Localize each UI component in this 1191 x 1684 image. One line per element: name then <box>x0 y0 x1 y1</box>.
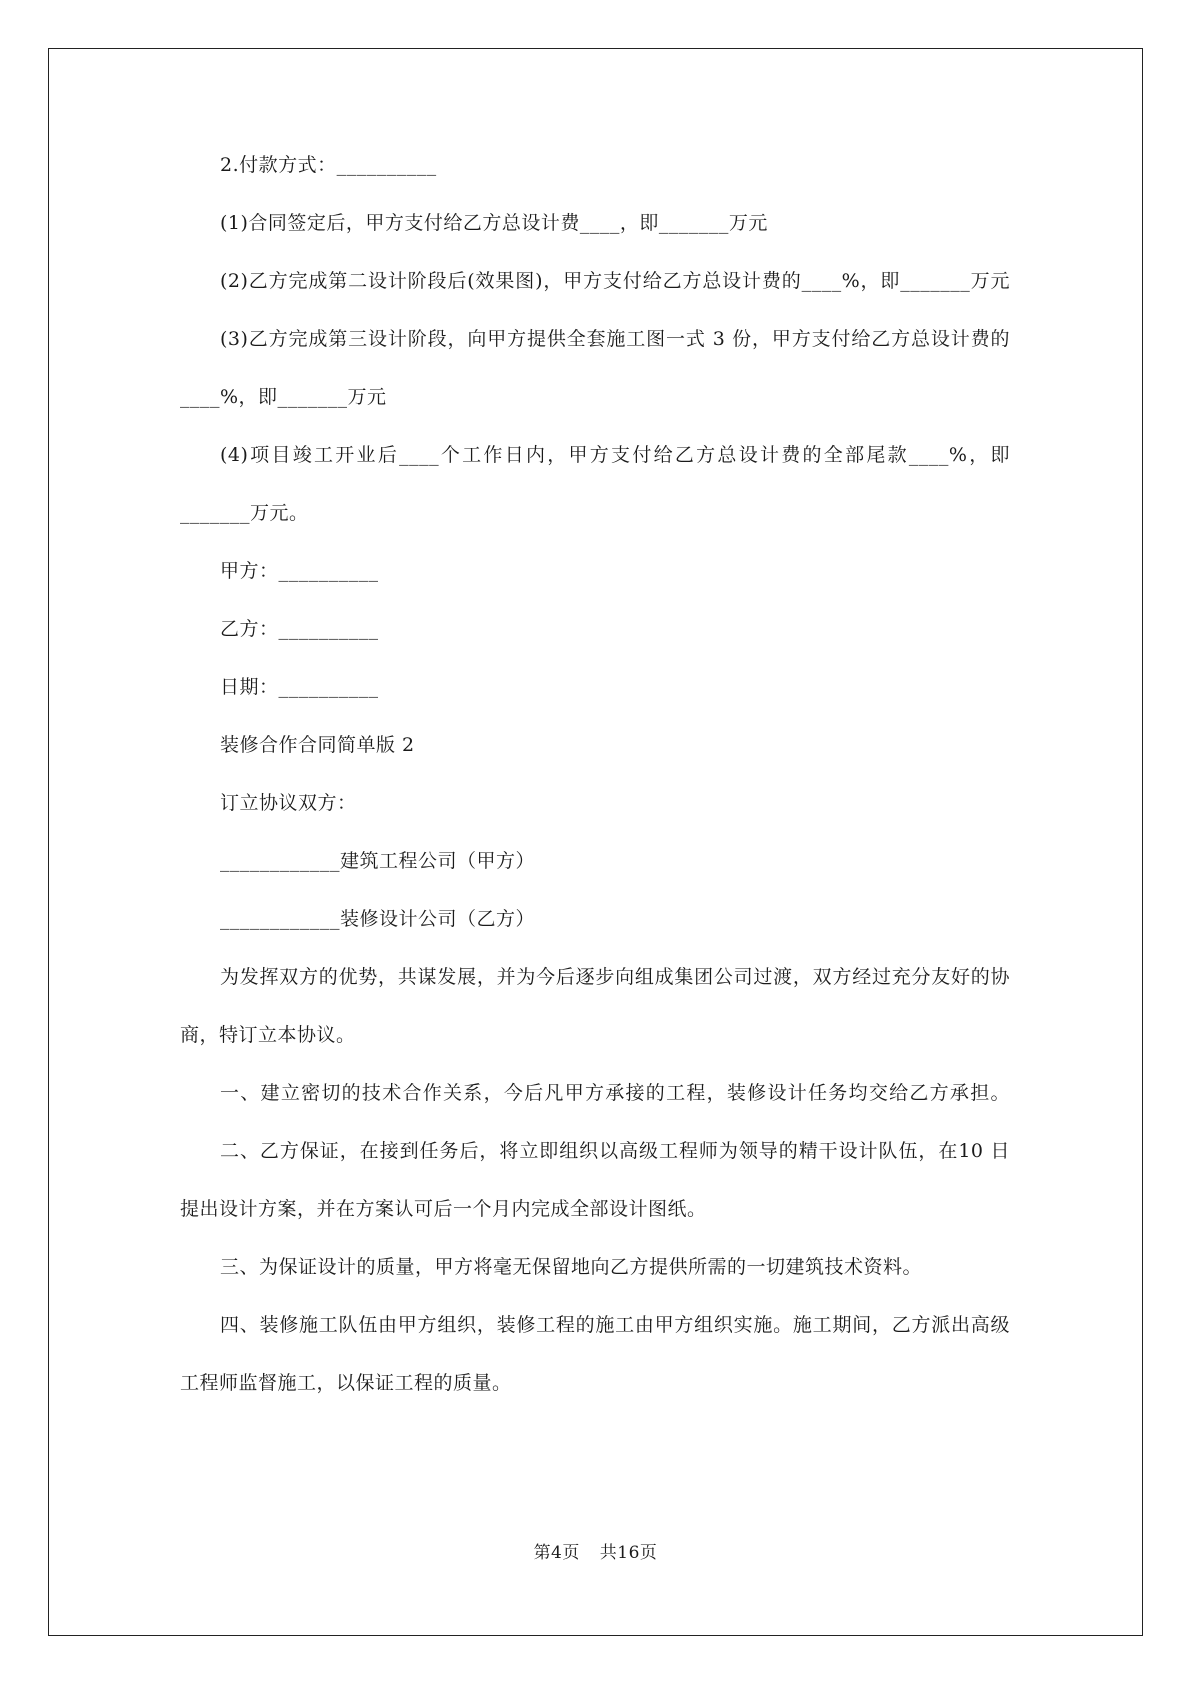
page-footer <box>0 1541 1191 1565</box>
payment-method-heading: 2.付款方式：__________ <box>220 154 437 176</box>
payment-clause-4: (4)项目竣工开业后____个工作日内，甲方支付给乙方总设计费的全部尾款____%，即 <box>220 444 1010 466</box>
payment-clause-2: (2)乙方完成第二设计阶段后(效果图)，甲方支付给乙方总设计费的____%，即_______万元 <box>220 270 1010 292</box>
article-4-cont: 工程师监督施工，以保证工程的质量。 <box>180 1372 512 1394</box>
party-a-signature: 甲方：__________ <box>220 560 379 582</box>
party-b-name: ____________装修设计公司（乙方） <box>220 908 536 930</box>
article-2: 二、乙方保证，在接到任务后，将立即组织以高级工程师为领导的精干设计队伍，在10 日 <box>220 1140 1010 1162</box>
parties-heading: 订立协议双方： <box>220 792 357 814</box>
preamble-paragraph-cont: 商，特订立本协议。 <box>180 1024 356 1046</box>
party-b-signature: 乙方：__________ <box>220 618 379 640</box>
section-title: 装修合作合同简单版 2 <box>220 734 415 756</box>
payment-clause-3-cont: ____%，即_______万元 <box>180 386 387 408</box>
payment-clause-3: (3)乙方完成第三设计阶段，向甲方提供全套施工图一式 3 份，甲方支付给乙方总设计费的 <box>220 328 1010 350</box>
article-4: 四、装修施工队伍由甲方组织，装修工程的施工由甲方组织实施。施工期间，乙方派出高级 <box>220 1314 1010 1336</box>
preamble-paragraph: 为发挥双方的优势，共谋发展，并为今后逐步向组成集团公司过渡，双方经过充分友好的协 <box>220 966 1010 988</box>
payment-clause-1: (1)合同签定后，甲方支付给乙方总设计费____，即_______万元 <box>220 212 768 234</box>
article-2-cont: 提出设计方案，并在方案认可后一个月内完成全部设计图纸。 <box>180 1198 707 1220</box>
article-3: 三、为保证设计的质量，甲方将毫无保留地向乙方提供所需的一切建筑技术资料。 <box>220 1256 923 1278</box>
page-number: 第4页 <box>533 1543 580 1563</box>
article-1: 一、建立密切的技术合作关系，今后凡甲方承接的工程，装修设计任务均交给乙方承担。 <box>220 1082 1010 1104</box>
date-line: 日期：__________ <box>220 676 379 698</box>
page-total: 共16页 <box>599 1543 658 1563</box>
payment-clause-4-cont: _______万元。 <box>180 502 309 524</box>
party-a-name: ____________建筑工程公司（甲方） <box>220 850 536 872</box>
